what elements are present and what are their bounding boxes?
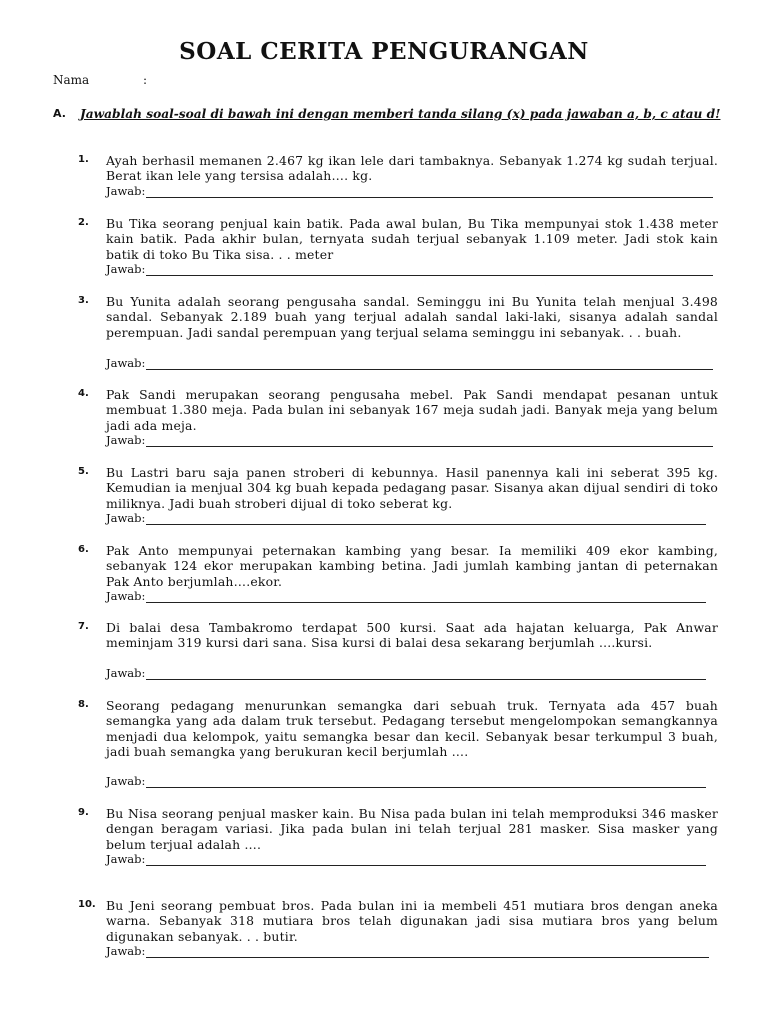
answer-line[interactable] [146,777,706,788]
section-letter: A. [53,107,66,120]
answer-line[interactable] [146,187,713,198]
answer-label: Jawab: [106,774,146,788]
question-number: 7. [78,621,89,632]
answer-line[interactable] [146,855,706,866]
answer-row [106,262,713,276]
answer-line[interactable] [146,669,706,680]
answer-label: Jawab: [106,852,146,866]
answer-row [106,852,706,866]
question-text: Di balai desa Tambakromo terdapat 500 kursi. Saat ada hajatan keluarga, Pak Anwar meminjam 319 kursi dari sana. Sisa kursi di balai desa sekarang berjumlah ….kursi. [106,620,718,651]
answer-row [106,666,706,680]
answer-label: Jawab: [106,262,146,276]
section-instruction: Jawablah soal-soal di bawah ini dengan memberi tanda silang (x) pada jawaban a, b, c atau d! [80,107,721,121]
answer-label: Jawab: [106,944,146,958]
question-text: Bu Yunita adalah seorang pengusaha sandal. Seminggu ini Bu Yunita telah menjual 3.498 sandal. Sebanyak 2.189 buah yang terjual adalah sandal laki-laki, sisanya adalah sandal perempuan. Jadi sandal perempuan yang terjual selama seminggu ini sebanyak. . . buah. [106,294,718,340]
question-number: 10. [78,899,96,910]
answer-row [106,589,706,603]
question-number: 4. [78,388,89,399]
answer-row [106,944,709,958]
answer-label: Jawab: [106,511,146,525]
question-number: 9. [78,807,89,818]
question-text: Ayah berhasil memanen 2.467 kg ikan lele dari tambaknya. Sebanyak 1.274 kg sudah terjual. Berat ikan lele yang tersisa adalah…. kg. [106,153,718,184]
answer-line[interactable] [146,947,709,958]
answer-label: Jawab: [106,184,146,198]
question-number: 1. [78,154,89,165]
answer-label: Jawab: [106,356,146,370]
question-number: 5. [78,466,89,477]
answer-line[interactable] [146,514,706,525]
answer-row [106,433,713,447]
answer-label: Jawab: [106,589,146,603]
answer-row [106,511,706,525]
question-text: Bu Lastri baru saja panen stroberi di kebunnya. Hasil panennya kali ini seberat 395 kg. Kemudian ia menjual 304 kg buah kepada pedagang pasar. Sisanya akan dijual sendiri di toko miliknya. Jadi buah stroberi dijual di toko seberat kg. [106,465,718,511]
answer-line[interactable] [146,265,713,276]
answer-line[interactable] [146,359,713,370]
answer-label: Jawab: [106,666,146,680]
question-text: Bu Tika seorang penjual kain batik. Pada awal bulan, Bu Tika mempunyai stok 1.438 meter kain batik. Pada akhir bulan, ternyata sudah terjual sebanyak 1.109 meter. Jadi stok kain batik di toko Bu Tika sisa. . . meter [106,216,718,262]
name-field-row [53,73,148,87]
page-title: SOAL CERITA PENGURANGAN [179,38,589,65]
answer-row [106,184,713,198]
question-number: 8. [78,699,89,710]
name-colon: : [143,73,148,87]
name-label: Nama [53,73,90,87]
answer-row [106,774,706,788]
question-text: Bu Nisa seorang penjual masker kain. Bu Nisa pada bulan ini telah memproduksi 346 masker dengan beragam variasi. Jika pada bulan ini telah terjual 281 masker. Sisa masker yang belum terjual adalah …. [106,806,718,852]
answer-line[interactable] [146,436,713,447]
question-text: Pak Anto mempunyai peternakan kambing yang besar. Ia memiliki 409 ekor kambing, sebanyak 124 ekor merupakan kambing betina. Jadi jumlah kambing jantan di peternakan Pak Anto berjumlah….ekor. [106,543,718,589]
question-text: Seorang pedagang menurunkan semangka dari sebuah truk. Ternyata ada 457 buah semangka yang ada dalam truk tersebut. Pedagang tersebut mengelompokan semangkannya menjadi dua kelompok, yaitu semangka besar dan kecil. Sebanyak besar terkumpul 3 buah, jadi buah semangka yang berukuran kecil berjumlah …. [106,698,718,760]
question-text: Pak Sandi merupakan seorang pengusaha mebel. Pak Sandi mendapat pesanan untuk membuat 1.380 meja. Pada bulan ini sebanyak 167 meja sudah jadi. Banyak meja yang belum jadi ada meja. [106,387,718,433]
question-number: 3. [78,295,89,306]
question-number: 2. [78,217,89,228]
question-text: Bu Jeni seorang pembuat bros. Pada bulan ini ia membeli 451 mutiara bros dengan aneka warna. Sebanyak 318 mutiara bros telah digunakan jadi sisa mutiara bros yang belum digunakan sebanyak. . . butir. [106,898,718,944]
answer-line[interactable] [146,592,706,603]
answer-row [106,356,713,370]
answer-label: Jawab: [106,433,146,447]
question-number: 6. [78,544,89,555]
